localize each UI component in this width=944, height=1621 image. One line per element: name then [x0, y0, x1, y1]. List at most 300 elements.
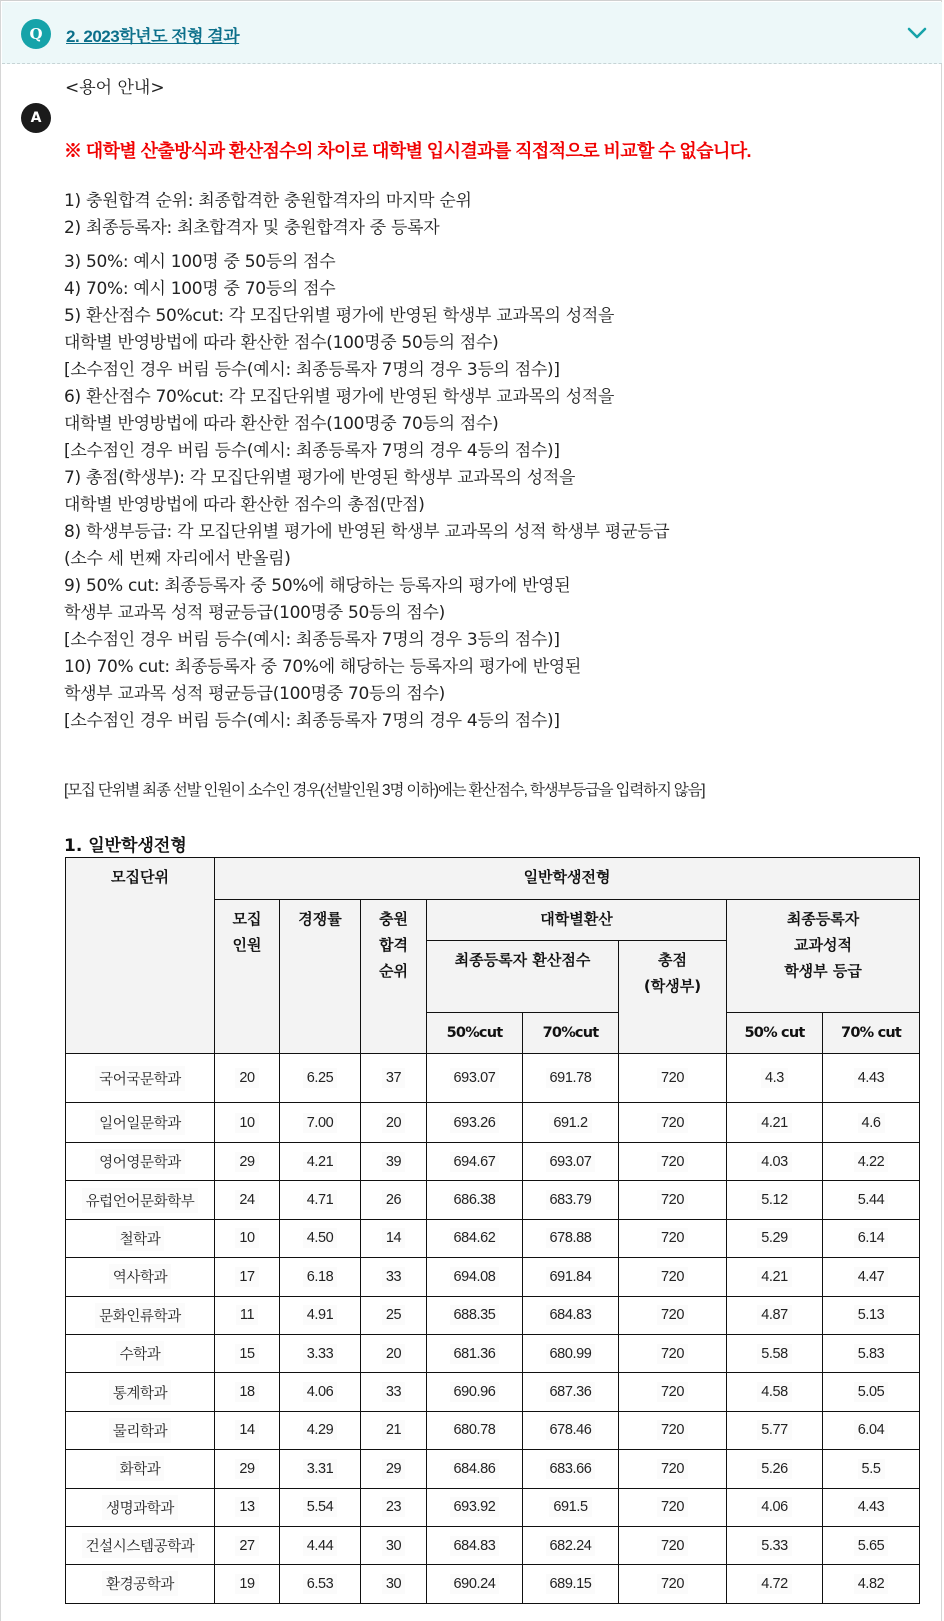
cell-value: 687.36 — [546, 1382, 596, 1402]
cell-value: 29 — [382, 1459, 405, 1479]
cell-score-50 — [427, 1411, 523, 1449]
table-row — [66, 1565, 920, 1603]
guide-line: 8) 학생부등급: 각 모집단위별 평가에 반영된 학생부 교과목의 성적 학생부 평균등급 — [64, 522, 670, 542]
cell-value: 686.38 — [450, 1190, 500, 1210]
cell-value: 33 — [382, 1267, 405, 1287]
cell-total-score — [619, 1334, 727, 1372]
guide-line: [소수점인 경우 버림 등수(예시: 최종등록자 7명의 경우 4등의 점수)] — [64, 441, 560, 461]
cell-value: 15 — [235, 1344, 258, 1364]
cell-value: 4.22 — [854, 1152, 889, 1172]
cell-value: 720 — [657, 1190, 688, 1210]
cell-value: 4.87 — [757, 1305, 792, 1325]
cell-total-score — [619, 1296, 727, 1334]
cell-value: 13 — [235, 1497, 258, 1517]
cell-score-50 — [427, 1373, 523, 1411]
cell-quota — [215, 1258, 280, 1296]
cell-value: 생명과학과 — [102, 1495, 178, 1520]
cell-value: 682.24 — [546, 1536, 596, 1556]
cell-value: 678.46 — [546, 1420, 596, 1440]
cell-competition — [280, 1334, 361, 1372]
cell-grade-70 — [823, 1565, 920, 1603]
cell-value: 694.67 — [450, 1152, 500, 1172]
cell-value: 6.14 — [854, 1228, 889, 1248]
cell-value: 수학과 — [116, 1341, 165, 1366]
cell-value: 4.91 — [303, 1305, 338, 1325]
cell-value: 678.88 — [546, 1228, 596, 1248]
cell-value: 14 — [382, 1228, 405, 1248]
cell-value: 29 — [235, 1152, 258, 1172]
cell-value: 684.86 — [450, 1459, 500, 1479]
cell-value: 18 — [235, 1382, 258, 1402]
cell-value: 720 — [657, 1228, 688, 1248]
term-guide-title: <용어 안내> — [65, 78, 165, 98]
cell-value: 17 — [235, 1267, 258, 1287]
cell-score-70 — [523, 1373, 619, 1411]
cell-value: 26 — [382, 1190, 405, 1210]
cell-grade-70 — [823, 1334, 920, 1372]
cell-value: 691.78 — [546, 1068, 596, 1088]
cell-unit — [66, 1103, 215, 1143]
cell-waitlist-rank — [361, 1526, 427, 1564]
cell-value: 4.43 — [854, 1068, 889, 1088]
guide-line: 6) 환산점수 70%cut: 각 모집단위별 평가에 반영된 학생부 교과목의 성적을 — [64, 387, 615, 407]
cell-value: 11 — [236, 1305, 258, 1325]
cell-score-70 — [523, 1334, 619, 1372]
cell-competition — [280, 1296, 361, 1334]
header-score-70: 70%cut — [523, 1013, 619, 1054]
cell-competition — [280, 1526, 361, 1564]
cell-value: 4.6 — [858, 1113, 885, 1133]
cell-competition — [280, 1488, 361, 1526]
table-row — [66, 1334, 920, 1372]
header-conversion: 대학별환산 — [427, 900, 727, 941]
guide-line: 7) 총점(학생부): 각 모집단위별 평가에 반영된 학생부 교과목의 성적을 — [64, 468, 576, 488]
header-grade: 최종등록자 교과성적 학생부 등급 — [727, 900, 920, 1013]
cell-value: 10 — [235, 1113, 258, 1133]
cell-quota — [215, 1565, 280, 1603]
cell-value: 691.84 — [546, 1267, 596, 1287]
cell-waitlist-rank — [361, 1450, 427, 1488]
cell-value: 3.31 — [303, 1459, 338, 1479]
cell-score-70 — [523, 1054, 619, 1103]
cell-value: 720 — [657, 1420, 688, 1440]
table-row — [66, 1296, 920, 1334]
table-row — [66, 1258, 920, 1296]
cell-value: 693.92 — [450, 1497, 500, 1517]
cell-grade-50 — [727, 1143, 823, 1181]
cell-quota — [215, 1219, 280, 1257]
cell-value: 39 — [382, 1152, 405, 1172]
cell-grade-50 — [727, 1450, 823, 1488]
cell-value: 물리학과 — [109, 1418, 171, 1443]
cell-waitlist-rank — [361, 1054, 427, 1103]
cell-value: 4.43 — [854, 1497, 889, 1517]
cell-value: 4.06 — [303, 1382, 338, 1402]
cell-grade-70 — [823, 1411, 920, 1449]
cell-value: 5.54 — [303, 1497, 338, 1517]
cell-value: 화학과 — [116, 1456, 165, 1481]
cell-score-50 — [427, 1334, 523, 1372]
table-row — [66, 1488, 920, 1526]
cell-grade-70 — [823, 1103, 920, 1143]
cell-grade-70 — [823, 1258, 920, 1296]
cell-value: 720 — [657, 1344, 688, 1364]
cell-grade-70 — [823, 1143, 920, 1181]
cell-score-50 — [427, 1181, 523, 1219]
cell-value: 684.83 — [546, 1305, 596, 1325]
header-competition: 경쟁률 — [280, 900, 361, 1054]
guide-line: [소수점인 경우 버림 등수(예시: 최종등록자 7명의 경우 4등의 점수)] — [64, 711, 560, 731]
cell-score-70 — [523, 1219, 619, 1257]
guide-line: 학생부 교과목 성적 평균등급(100명중 50등의 점수) — [64, 603, 445, 623]
cell-total-score — [619, 1450, 727, 1488]
cell-score-50 — [427, 1258, 523, 1296]
cell-value: 6.04 — [854, 1420, 889, 1440]
guide-line: 대학별 반영방법에 따라 환산한 점수(100명중 50등의 점수) — [64, 333, 499, 353]
cell-score-70 — [523, 1411, 619, 1449]
cell-value: 7.00 — [303, 1113, 338, 1133]
cell-value: 4.44 — [303, 1536, 338, 1556]
cell-value: 720 — [657, 1152, 688, 1172]
guide-line: 대학별 반영방법에 따라 환산한 점수(100명중 70등의 점수) — [64, 414, 499, 434]
cell-value: 30 — [382, 1574, 405, 1594]
cell-value: 철학과 — [116, 1226, 165, 1251]
cell-value: 6.25 — [303, 1068, 338, 1088]
cell-value: 720 — [657, 1068, 688, 1088]
cell-grade-70 — [823, 1181, 920, 1219]
cell-competition — [280, 1103, 361, 1143]
cell-unit — [66, 1565, 215, 1603]
cell-value: 10 — [235, 1228, 258, 1248]
cell-value: 30 — [382, 1536, 405, 1556]
table-row — [66, 1181, 920, 1219]
cell-grade-50 — [727, 1103, 823, 1143]
table-row — [66, 1373, 920, 1411]
cell-waitlist-rank — [361, 1334, 427, 1372]
cell-quota — [215, 1334, 280, 1372]
cell-grade-50 — [727, 1411, 823, 1449]
cell-value: 684.62 — [450, 1228, 500, 1248]
cell-value: 5.05 — [854, 1382, 889, 1402]
cell-unit — [66, 1258, 215, 1296]
cell-value: 유럽언어문화학부 — [82, 1188, 199, 1213]
cell-competition — [280, 1411, 361, 1449]
cell-value: 5.5 — [858, 1459, 885, 1479]
cell-grade-70 — [823, 1488, 920, 1526]
cell-competition — [280, 1373, 361, 1411]
answer-badge: A — [21, 103, 51, 133]
guide-line: 1) 충원합격 순위: 최종합격한 충원합격자의 마지막 순위 — [64, 191, 472, 211]
cell-score-70 — [523, 1526, 619, 1564]
cell-value: 680.99 — [546, 1344, 596, 1364]
cell-total-score — [619, 1258, 727, 1296]
header-total: 총점 (학생부) — [619, 941, 727, 1054]
cell-unit — [66, 1054, 215, 1103]
header-grade-50: 50% cut — [727, 1013, 823, 1054]
cell-total-score — [619, 1526, 727, 1564]
cell-unit — [66, 1373, 215, 1411]
cell-value: 문화인류학과 — [95, 1303, 185, 1328]
cell-value: 4.50 — [303, 1228, 338, 1248]
cell-grade-70 — [823, 1526, 920, 1564]
cell-value: 720 — [657, 1382, 688, 1402]
cell-waitlist-rank — [361, 1565, 427, 1603]
cell-unit — [66, 1334, 215, 1372]
cell-unit — [66, 1219, 215, 1257]
cell-value: 20 — [235, 1068, 258, 1088]
cell-grade-50 — [727, 1488, 823, 1526]
cell-value: 21 — [382, 1420, 405, 1440]
cell-value: 6.53 — [303, 1574, 338, 1594]
cell-unit — [66, 1411, 215, 1449]
cell-value: 691.2 — [549, 1113, 591, 1133]
cell-value: 4.29 — [303, 1420, 338, 1440]
cell-score-50 — [427, 1526, 523, 1564]
cell-value: 4.58 — [757, 1382, 792, 1402]
cell-score-50 — [427, 1488, 523, 1526]
cell-waitlist-rank — [361, 1296, 427, 1334]
cell-value: 5.29 — [757, 1228, 792, 1248]
header-grade-70: 70% cut — [823, 1013, 920, 1054]
cell-waitlist-rank — [361, 1181, 427, 1219]
cell-score-70 — [523, 1103, 619, 1143]
cell-grade-50 — [727, 1373, 823, 1411]
cell-value: 14 — [235, 1420, 258, 1440]
cell-score-50 — [427, 1296, 523, 1334]
cell-score-70 — [523, 1181, 619, 1219]
cell-score-50 — [427, 1565, 523, 1603]
cell-grade-70 — [823, 1373, 920, 1411]
cell-value: 6.18 — [303, 1267, 338, 1287]
cell-value: 통계학과 — [109, 1380, 171, 1405]
cell-value: 720 — [657, 1497, 688, 1517]
guide-line: 대학별 반영방법에 따라 환산한 점수의 총점(만점) — [64, 495, 425, 515]
cell-value: 20 — [382, 1113, 405, 1133]
cell-unit — [66, 1143, 215, 1181]
cell-quota — [215, 1411, 280, 1449]
cell-quota — [215, 1296, 280, 1334]
cell-value: 720 — [657, 1459, 688, 1479]
cell-quota — [215, 1054, 280, 1103]
cell-score-50 — [427, 1450, 523, 1488]
table-row — [66, 1054, 920, 1103]
cell-grade-70 — [823, 1054, 920, 1103]
question-badge: Q — [21, 19, 51, 49]
cell-value: 19 — [235, 1574, 258, 1594]
cell-grade-50 — [727, 1181, 823, 1219]
cell-value: 3.33 — [303, 1344, 338, 1364]
admission-results-table — [65, 857, 920, 1604]
cell-grade-50 — [727, 1296, 823, 1334]
cell-total-score — [619, 1143, 727, 1181]
cell-value: 720 — [657, 1113, 688, 1133]
header-quota: 모집 인원 — [215, 900, 280, 1054]
header-unit: 모집단위 — [66, 858, 215, 1054]
cell-value: 4.72 — [757, 1574, 792, 1594]
cell-grade-50 — [727, 1334, 823, 1372]
cell-quota — [215, 1143, 280, 1181]
cell-competition — [280, 1054, 361, 1103]
cell-score-50 — [427, 1143, 523, 1181]
cell-value: 국어국문학과 — [95, 1066, 185, 1091]
cell-value: 689.15 — [546, 1574, 596, 1594]
cell-value: 일어일문학과 — [95, 1110, 185, 1135]
table-row — [66, 1526, 920, 1564]
cell-grade-70 — [823, 1450, 920, 1488]
cell-value: 영어영문학과 — [95, 1149, 185, 1174]
cell-waitlist-rank — [361, 1219, 427, 1257]
cell-unit — [66, 1488, 215, 1526]
cell-quota — [215, 1526, 280, 1564]
guide-line: 2) 최종등록자: 최초합격자 및 충원합격자 중 등록자 — [64, 218, 440, 238]
cell-total-score — [619, 1219, 727, 1257]
cell-waitlist-rank — [361, 1373, 427, 1411]
cell-value: 680.78 — [450, 1420, 500, 1440]
guide-line: 학생부 교과목 성적 평균등급(100명중 70등의 점수) — [64, 684, 445, 704]
cell-value: 4.21 — [303, 1152, 338, 1172]
cell-quota — [215, 1181, 280, 1219]
cell-value: 688.35 — [450, 1305, 500, 1325]
cell-value: 20 — [382, 1344, 405, 1364]
cell-value: 5.65 — [854, 1536, 889, 1556]
cell-competition — [280, 1219, 361, 1257]
cell-grade-70 — [823, 1296, 920, 1334]
cell-grade-50 — [727, 1565, 823, 1603]
cell-value: 5.58 — [757, 1344, 792, 1364]
cell-value: 29 — [235, 1459, 258, 1479]
cell-total-score — [619, 1565, 727, 1603]
guide-line: 3) 50%: 예시 100명 중 50등의 점수 — [64, 252, 336, 272]
cell-score-50 — [427, 1054, 523, 1103]
header-final-score: 최종등록자 환산점수 — [427, 941, 619, 1013]
cell-value: 4.21 — [757, 1113, 792, 1133]
cell-value: 37 — [382, 1068, 405, 1088]
guide-line: 4) 70%: 예시 100명 중 70등의 점수 — [64, 279, 336, 299]
cell-total-score — [619, 1181, 727, 1219]
cell-waitlist-rank — [361, 1143, 427, 1181]
cell-value: 4.06 — [757, 1497, 792, 1517]
cell-competition — [280, 1450, 361, 1488]
cell-quota — [215, 1488, 280, 1526]
cell-score-70 — [523, 1143, 619, 1181]
cell-value: 690.96 — [450, 1382, 500, 1402]
cell-competition — [280, 1565, 361, 1603]
cell-score-70 — [523, 1258, 619, 1296]
cell-value: 5.26 — [757, 1459, 792, 1479]
cell-value: 4.03 — [757, 1152, 792, 1172]
cell-value: 5.77 — [757, 1420, 792, 1440]
cell-grade-50 — [727, 1219, 823, 1257]
cell-value: 5.44 — [854, 1190, 889, 1210]
cell-value: 691.5 — [549, 1497, 591, 1517]
input-note: [모집 단위별 최종 선발 인원이 소수인 경우(선발인원 3명 이하)에는 환산점수, 학생부등급을 입력하지 않음] — [64, 782, 705, 799]
cell-value: 683.66 — [546, 1459, 596, 1479]
cell-value: 24 — [235, 1190, 258, 1210]
cell-waitlist-rank — [361, 1103, 427, 1143]
cell-value: 681.36 — [450, 1344, 500, 1364]
cell-value: 4.3 — [761, 1068, 788, 1088]
cell-score-70 — [523, 1488, 619, 1526]
cell-grade-50 — [727, 1054, 823, 1103]
cell-value: 693.07 — [546, 1152, 596, 1172]
cell-value: 4.82 — [854, 1574, 889, 1594]
cell-value: 4.47 — [854, 1267, 889, 1287]
header-score-50: 50%cut — [427, 1013, 523, 1054]
cell-total-score — [619, 1373, 727, 1411]
cell-value: 25 — [382, 1305, 405, 1325]
chevron-down-icon[interactable] — [906, 24, 928, 42]
cell-grade-50 — [727, 1258, 823, 1296]
cell-value: 23 — [382, 1497, 405, 1517]
cell-unit — [66, 1450, 215, 1488]
cell-total-score — [619, 1488, 727, 1526]
table-row — [66, 1219, 920, 1257]
header-waitlist: 충원 합격 순위 — [361, 900, 427, 1054]
cell-value: 5.12 — [757, 1190, 792, 1210]
cell-competition — [280, 1181, 361, 1219]
cell-quota — [215, 1103, 280, 1143]
cell-quota — [215, 1373, 280, 1411]
cell-value: 5.33 — [757, 1536, 792, 1556]
cell-score-50 — [427, 1219, 523, 1257]
cell-waitlist-rank — [361, 1488, 427, 1526]
cell-value: 환경공학과 — [102, 1571, 178, 1596]
cell-total-score — [619, 1411, 727, 1449]
cell-value: 5.83 — [854, 1344, 889, 1364]
cell-value: 건설시스템공학과 — [82, 1533, 199, 1558]
guide-line: 9) 50% cut: 최종등록자 중 50%에 해당하는 등록자의 평가에 반영된 — [64, 576, 571, 596]
guide-line: (소수 세 번째 자리에서 반올림) — [64, 549, 291, 569]
cell-value: 694.08 — [450, 1267, 500, 1287]
cell-competition — [280, 1258, 361, 1296]
cell-value: 693.07 — [450, 1068, 500, 1088]
cell-value: 690.24 — [450, 1574, 500, 1594]
cell-value: 683.79 — [546, 1190, 596, 1210]
cell-value: 720 — [657, 1267, 688, 1287]
cell-grade-70 — [823, 1219, 920, 1257]
cell-total-score — [619, 1054, 727, 1103]
question-header[interactable] — [2, 2, 942, 64]
table-row — [66, 1103, 920, 1143]
table-row — [66, 1411, 920, 1449]
cell-value: 27 — [235, 1536, 258, 1556]
cell-value: 720 — [657, 1305, 688, 1325]
warning-text: ※ 대학별 산출방식과 환산점수의 차이로 대학별 입시결과를 직접적으로 비교할 수 없습니다. — [64, 141, 751, 161]
cell-score-70 — [523, 1565, 619, 1603]
cell-value: 4.71 — [303, 1190, 338, 1210]
cell-waitlist-rank — [361, 1411, 427, 1449]
cell-quota — [215, 1450, 280, 1488]
cell-waitlist-rank — [361, 1258, 427, 1296]
table-row — [66, 1143, 920, 1181]
cell-value: 720 — [657, 1574, 688, 1594]
section-title: 1. 일반학생전형 — [64, 836, 187, 856]
header-group: 일반학생전형 — [215, 858, 920, 900]
guide-line: 5) 환산점수 50%cut: 각 모집단위별 평가에 반영된 학생부 교과목의 성적을 — [64, 306, 615, 326]
cell-grade-50 — [727, 1526, 823, 1564]
cell-total-score — [619, 1103, 727, 1143]
question-title-link[interactable]: 2. 2023학년도 전형 결과 — [66, 27, 240, 46]
cell-score-70 — [523, 1296, 619, 1334]
cell-value: 684.83 — [450, 1536, 500, 1556]
cell-value: 4.21 — [757, 1267, 792, 1287]
cell-score-50 — [427, 1103, 523, 1143]
cell-unit — [66, 1526, 215, 1564]
table-row — [66, 1450, 920, 1488]
cell-value: 역사학과 — [109, 1264, 171, 1289]
cell-competition — [280, 1143, 361, 1181]
cell-unit — [66, 1181, 215, 1219]
